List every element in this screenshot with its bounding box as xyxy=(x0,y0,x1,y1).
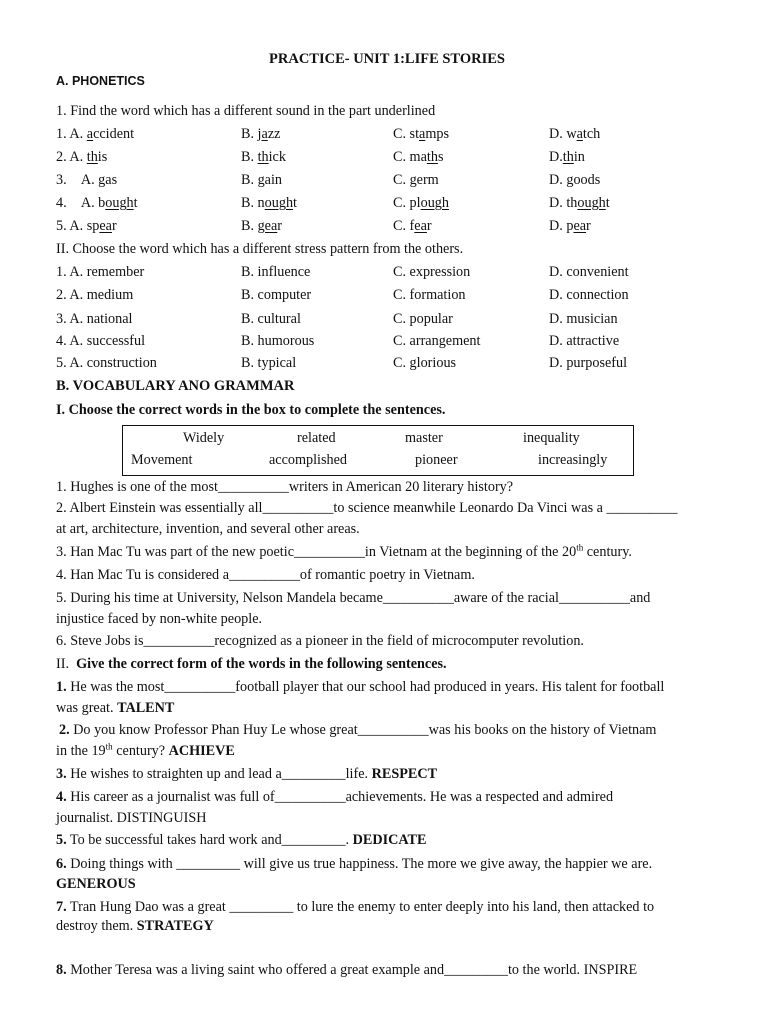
vocab-sentence-2: 2. Albert Einstein was essentially all__________to science meanwhile Leonardo Da Vinci was a __________ xyxy=(56,500,678,516)
stress-option: 5. A. construction xyxy=(56,355,157,371)
word-form-item-7-cont xyxy=(56,918,214,935)
item-text: To be successful takes hard work and_________. xyxy=(66,832,353,848)
item-text: Tran Hung Dao was a great _________ to lure the enemy to enter deeply into his land, then attacked to xyxy=(66,899,655,915)
word-box-item: Widely xyxy=(183,430,225,446)
item-text: His career as a journalist was full of__________achievements. He was a respected and admired xyxy=(66,789,614,805)
superscript: th xyxy=(576,542,584,553)
phonetics-option: B. thick xyxy=(241,149,286,165)
phonetics-option: C. stamps xyxy=(393,126,449,142)
word-box xyxy=(122,425,634,476)
word-form-item-1-cont xyxy=(56,700,174,717)
item-text: Do you know Professor Phan Huy Le whose great__________was his books on the history of Vietnam xyxy=(69,722,657,738)
stress-option: C. glorious xyxy=(393,355,457,371)
stress-option: C. popular xyxy=(393,311,453,327)
word-form-item-6-keyword: GENEROUS xyxy=(56,876,136,892)
section-a-heading: A. PHONETICS xyxy=(56,74,145,88)
phonetics-option: 1. A. accident xyxy=(56,126,135,142)
word-form-item-2-cont xyxy=(56,743,235,760)
phonetics-option: 3. A. gas xyxy=(56,172,118,188)
word-box-item: accomplished xyxy=(269,452,348,468)
item-text: century? xyxy=(112,743,169,759)
item-number: 2. xyxy=(59,722,70,738)
vocab-sentence-1: 1. Hughes is one of the most__________writers in American 20 literary history? xyxy=(56,479,514,495)
stress-prompt: II. Choose the word which has a different stress pattern from the others. xyxy=(56,241,464,257)
item-text: Mother Teresa was a living saint who offered a great example and_________to the world. INSPIRE xyxy=(66,962,638,978)
phonetics-prompt: 1. Find the word which has a different sound in the part underlined xyxy=(56,103,436,119)
phonetics-option: D. goods xyxy=(549,172,601,188)
stress-option: B. humorous xyxy=(241,333,315,349)
word-box-item: increasingly xyxy=(538,452,608,468)
stress-option: 1. A. remember xyxy=(56,264,145,280)
stress-option: 4. A. successful xyxy=(56,333,146,349)
vocab-prompt: I. Choose the correct words in the box to complete the sentences. xyxy=(56,402,446,418)
stress-option: C. arrangement xyxy=(393,333,481,349)
vocab-sentence-2-cont: at art, architecture, invention, and several other areas. xyxy=(56,521,360,537)
vocab-sentence-3-end: century. xyxy=(583,544,632,560)
word-form-item-7 xyxy=(56,899,654,916)
word-form-item-4 xyxy=(56,789,613,806)
phonetics-option: D. pear xyxy=(549,218,591,234)
item-number: 8. xyxy=(56,962,67,978)
item-number: 5. xyxy=(56,832,67,848)
word-form-prompt-num: II. xyxy=(56,656,69,672)
phonetics-option: B. gear xyxy=(241,218,282,234)
phonetics-option: 2. A. this xyxy=(56,149,108,165)
stress-option: B. influence xyxy=(241,264,311,280)
item-number: 1. xyxy=(56,679,67,695)
item-text: He was the most__________football player that our school had produced in years. His talent for football xyxy=(66,679,665,695)
section-b-heading: B. VOCABULARY ANO GRAMMAR xyxy=(56,378,295,394)
word-form-item-6 xyxy=(56,856,652,873)
word-form-item-1 xyxy=(56,679,664,696)
word-form-item-2 xyxy=(59,722,656,739)
item-keyword: TALENT xyxy=(117,700,175,716)
word-form-item-5 xyxy=(56,832,426,849)
word-form-item-3 xyxy=(56,766,437,783)
item-keyword: RESPECT xyxy=(371,766,438,782)
stress-option: D. purposeful xyxy=(549,355,628,371)
word-box-item: pioneer xyxy=(415,452,458,468)
phonetics-option: D. watch xyxy=(549,126,601,142)
item-text: Doing things with _________ will give us true happiness. The more we give away, the happier we are. xyxy=(66,856,653,872)
word-form-item-8 xyxy=(56,962,637,979)
item-keyword: ACHIEVE xyxy=(168,743,235,759)
page-title: PRACTICE- UNIT 1:LIFE STORIES xyxy=(269,51,505,67)
phonetics-option: B. gain xyxy=(241,172,282,188)
stress-option: D. connection xyxy=(549,287,629,303)
item-number: 7. xyxy=(56,899,67,915)
item-keyword: DEDICATE xyxy=(352,832,427,848)
word-box-item: Movement xyxy=(131,452,193,468)
item-number: 4. xyxy=(56,789,67,805)
phonetics-option: D. thought xyxy=(549,195,610,211)
stress-option: B. typical xyxy=(241,355,297,371)
phonetics-option: C. germ xyxy=(393,172,439,188)
stress-option: D. musician xyxy=(549,311,618,327)
item-text: was great. xyxy=(56,700,118,716)
stress-option: C. expression xyxy=(393,264,471,280)
superscript: th xyxy=(105,741,113,752)
stress-option: B. computer xyxy=(241,287,312,303)
stress-option: 3. A. national xyxy=(56,311,133,327)
word-form-prompt-text: Give the correct form of the words in the following sentences. xyxy=(76,656,447,672)
phonetics-option: C. plough xyxy=(393,195,449,211)
phonetics-option: B. jazz xyxy=(241,126,281,142)
word-form-item-4-cont: journalist. DISTINGUISH xyxy=(56,810,207,826)
phonetics-option: D.thin xyxy=(549,149,585,165)
word-box-item: inequality xyxy=(523,430,580,446)
phonetics-option: 5. A. spear xyxy=(56,218,117,234)
stress-option: D. attractive xyxy=(549,333,620,349)
item-text: He wishes to straighten up and lead a_________life. xyxy=(66,766,372,782)
phonetics-option: B. nought xyxy=(241,195,297,211)
item-number: 3. xyxy=(56,766,67,782)
item-text: in the 19 xyxy=(56,743,106,759)
vocab-sentence-5: 5. During his time at University, Nelson Mandela became__________aware of the racial__________and xyxy=(56,590,651,606)
stress-option: C. formation xyxy=(393,287,466,303)
vocab-sentence-4: 4. Han Mac Tu is considered a__________of romantic poetry in Vietnam. xyxy=(56,567,475,583)
item-keyword: STRATEGY xyxy=(136,918,214,934)
phonetics-option: C. maths xyxy=(393,149,444,165)
vocab-sentence-5-cont: injustice faced by non-white people. xyxy=(56,611,263,627)
vocab-sentence-6: 6. Steve Jobs is__________recognized as a pioneer in the field of microcomputer revolution. xyxy=(56,633,584,649)
item-number: 6. xyxy=(56,856,67,872)
item-text: destroy them. xyxy=(56,918,137,934)
phonetics-option: 4. A. bought xyxy=(56,195,138,211)
stress-option: D. convenient xyxy=(549,264,629,280)
vocab-sentence-3-text: 3. Han Mac Tu was part of the new poetic__________in Vietnam at the beginning of the 20 xyxy=(56,544,577,560)
stress-option: 2. A. medium xyxy=(56,287,134,303)
word-box-item: related xyxy=(297,430,336,446)
vocab-sentence-3 xyxy=(56,544,632,561)
word-box-item: master xyxy=(405,430,443,446)
stress-option: B. cultural xyxy=(241,311,301,327)
word-form-prompt xyxy=(56,656,447,673)
phonetics-option: C. fear xyxy=(393,218,432,234)
